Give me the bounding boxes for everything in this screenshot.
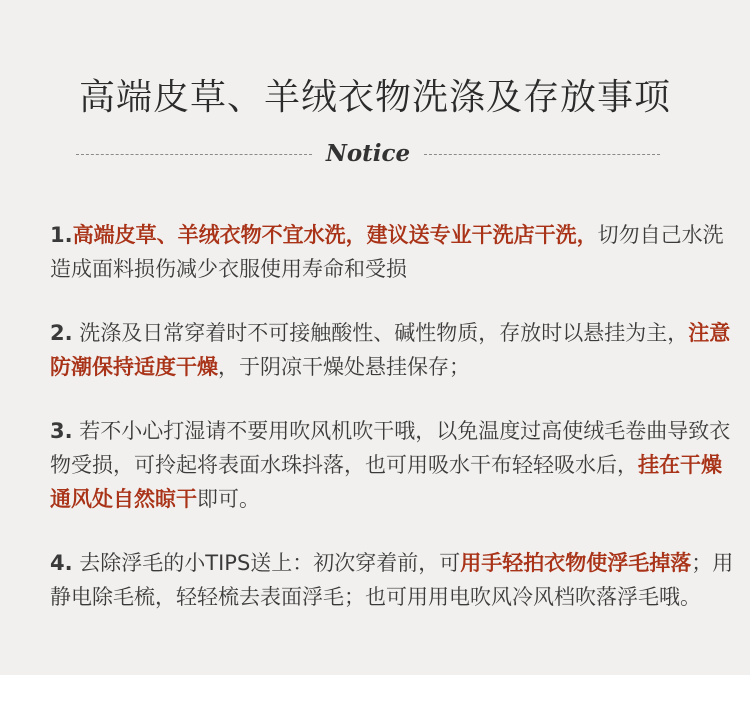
item-highlight: 高端皮草、羊绒衣物不宜水洗，建议送专业干洗店干洗， <box>72 223 598 247</box>
item-number: 2. <box>50 321 73 345</box>
item-highlight: 注意防潮保持适度干燥 <box>50 321 731 379</box>
item-number: 1. <box>50 223 73 247</box>
item-text: 即可。 <box>197 487 260 511</box>
instruction-item-4 <box>50 546 740 614</box>
instruction-item-2 <box>50 316 740 384</box>
item-highlight: 挂在干燥通风处自然晾干 <box>50 453 722 511</box>
item-highlight: 用手轻拍衣物使浮毛掉落 <box>460 551 692 575</box>
item-text: ，于阴凉干燥处悬挂保存； <box>218 355 470 379</box>
notice-label: Notice <box>325 140 411 167</box>
dashed-line-right <box>424 154 660 155</box>
item-text: 若不小心打湿请不要用吹风机吹干哦，以免温度过高使绒毛卷曲导致衣物受损，可拎起将表面水珠抖落，也可用吸水干布轻轻吸水后， <box>50 419 731 477</box>
item-text: 去除浮毛的小TIPS送上：初次穿着前，可 <box>72 551 461 575</box>
item-number: 4. <box>50 551 73 575</box>
item-text: ；用静电除毛梳，轻轻梳去表面浮毛；也可用用电吹风冷风档吹落浮毛哦。 <box>50 551 734 609</box>
page-title: 高端皮草、羊绒衣物洗涤及存放事项 <box>78 77 671 118</box>
care-instructions-list <box>50 218 740 644</box>
instruction-item-3 <box>50 414 740 516</box>
item-text: 切勿自己水洗造成面料损伤减少衣服使用寿命和受损 <box>50 223 724 281</box>
dashed-line-left <box>76 154 312 155</box>
notice-divider <box>76 138 660 170</box>
item-text: 洗涤及日常穿着时不可接触酸性、碱性物质，存放时以悬挂为主， <box>72 321 689 345</box>
instruction-item-1 <box>50 218 740 286</box>
item-number: 3. <box>50 419 73 443</box>
